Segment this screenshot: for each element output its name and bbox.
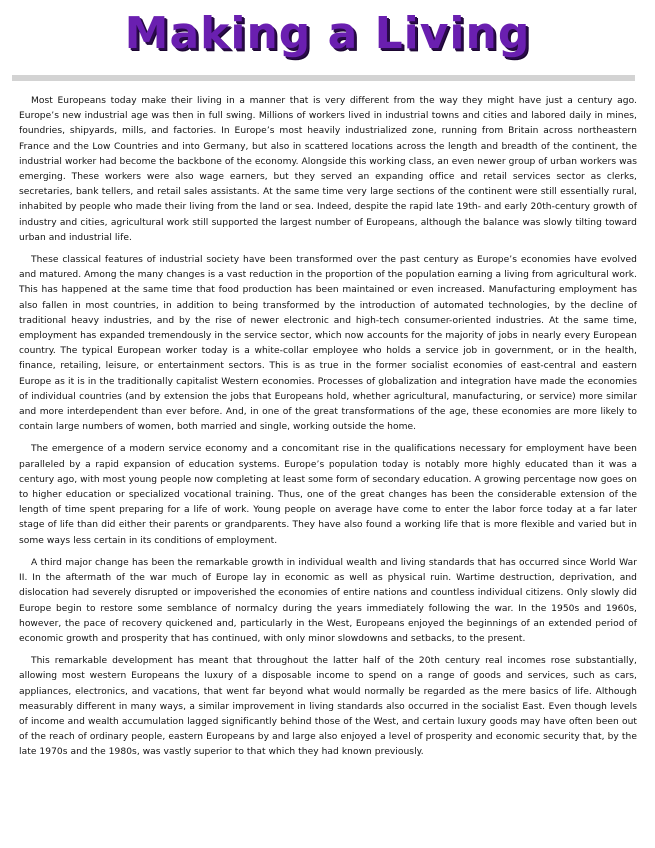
title-divider <box>12 75 635 81</box>
paragraph-3: The emergence of a modern service economy and a concomitant rise in the qualifications necessary for employment have been paralleled by a rapid expansion of education systems. Europe’s population today is notably more highly educated than it was a century ago, with most young people now completing at least some form of secondary education. A growing percentage now goes on to higher education or specialized vocational training. Thus, one of the great changes has been the considerable extension of the length of time spent preparing for a life of work. Young people on average have come to enter the labor force today at a far later stage of life than did either their parents or grandparents. They have also found a working life that is more flexible and varied but in some ways less certain in its conditions of employment. <box>19 444 637 546</box>
page-title: Making a Living <box>124 8 531 59</box>
article-body <box>19 94 637 768</box>
paragraph-1: Most Europeans today make their living in a manner that is very different from the way they might have just a century ago. Europe’s new industrial age was then in full swing. Millions of workers lived in industrial towns and cities and labored daily in mines, foundries, shipyards, mills, and factories. In Europe’s most heavily industrialized zone, running from Britain across northeastern France and the Low Countries and into Germany, but also in scattered locations across the length and breadth of the continent, the industrial worker had become the backbone of the economy. Alongside this working class, an even newer group of urban workers was emerging. These workers were also wage earners, but they served an expanding office and retail services sector as clerks, secretaries, bank tellers, and retail sales assistants. At the same time very large sections of the continent were still essentially rural, inhabited by people who made their living from the land or sea. Indeed, despite the rapid late 19th- and early 20th-century growth of industry and cities, agricultural work still supported the largest number of Europeans, although the balance was slowly tilting toward urban and industrial life. <box>19 96 637 243</box>
paragraph-2: These classical features of industrial society have been transformed over the past century as Europe’s economies have evolved and matured. Among the many changes is a vast reduction in the proportion of the population earning a living from agricultural work. This has happened at the same time that food production has been maintained or even increased. Manufacturing employment has also fallen in most countries, in addition to being transformed by the introduction of automated technologies, by the decline of traditional heavy industries, and by the rise of newer electronic and high-tech consumer-oriented industries. At the same time, employment has expanded tremendously in the service sector, which now accounts for the majority of jobs in nearly every European country. The typical European worker today is a white-collar employee who holds a service job in government, or in the health, finance, retailing, leisure, or entertainment sectors. This is as true in the former socialist economies of east-central and eastern Europe as it is in the traditionally capitalist Western economies. Processes of globalization and integration have made the economies of individual countries (and by extension the jobs that Europeans hold, whether agricultural, manufacturing, or service) more similar and more interdependent than ever before. And, in one of the great transformations of the age, these economies are more likely to contain large numbers of women, both married and single, working outside the home. <box>19 255 637 433</box>
paragraph-4: A third major change has been the remarkable growth in individual wealth and living standards that has occurred since World War II. In the aftermath of the war much of Europe lay in economic as well as physical ruin. Wartime destruction, deprivation, and dislocation had severely disrupted or impoverished the economies of entire nations and countless individual citizens. Only slowly did Europe begin to restore some semblance of normalcy during the years immediately following the war. In the 1950s and 1960s, however, the pace of recovery quickened and, particularly in the West, Europeans enjoyed the beginnings of an extended period of economic growth and prosperity that has continued, with only minor slowdowns and setbacks, to the present. <box>19 557 637 644</box>
paragraph-5: This remarkable development has meant that throughout the latter half of the 20th century real incomes rose substantially, allowing most western Europeans the luxury of a disposable income to spend on a range of goods and services, such as cars, appliances, electronics, and vacations, that went far beyond what would normally be regarded as the mere basics of life. Although measurably different in many ways, a similar improvement in living standards also occurred in the socialist East. Even though levels of income and wealth accumulation lagged significantly behind those of the West, and certain luxury goods may have often been out of the reach of ordinary people, eastern Europeans by and large also enjoyed a level of prosperity and economic security that, by the late 1970s and the 1980s, was vastly superior to that which they had known previously. <box>19 656 637 758</box>
